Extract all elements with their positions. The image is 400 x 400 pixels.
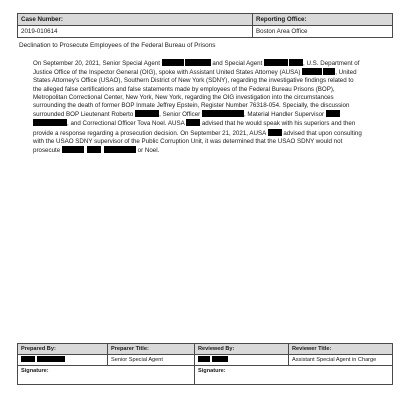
reviewed-by-label: Reviewed By: <box>195 344 289 354</box>
redaction-box <box>268 129 282 136</box>
redaction-box <box>62 146 84 153</box>
reviewer-title-value: Assistant Special Agent in Charge <box>292 357 377 363</box>
redaction-box <box>326 110 340 117</box>
body-text-4: , United States Attorney's Office (USAO), Southern District of New York (SDNY), regarding the investigative findings related to the alleged false certifications and false statements made by employees of the Federal Bureau Prisons (BOP), Metropolitan Correctional Center, New York, New York, regarding the OIG investigation into the circumstances surrounding the death of former BOP Inmate Jeffrey Epstein, Register Number 76318-054. Specially, the discussion surrounded BOP Lieutenant Roberto <box>33 69 357 119</box>
redaction-box <box>186 119 200 126</box>
case-header-table <box>17 13 393 38</box>
body-text-5: , Senior Officer <box>159 111 201 119</box>
redaction-box <box>212 356 228 362</box>
redaction-box <box>323 68 335 75</box>
case-number-label: Case Number: <box>18 14 253 25</box>
signature-label-right: Signature: <box>198 368 226 374</box>
memo-body-paragraph <box>33 59 363 155</box>
redaction-box <box>21 356 35 362</box>
document-subject: Declination to Prosecute Employees of the Federal Bureau of Prisons <box>19 42 216 49</box>
redaction-box <box>104 146 136 153</box>
reviewer-title-label: Reviewer Title: <box>292 346 332 352</box>
signature-header-row <box>18 344 392 355</box>
redaction-box <box>87 146 101 153</box>
body-text-1: On September 20, 2021, Senior Special Agent <box>33 60 160 67</box>
body-text-3: , U.S. Department of Justice Office of the Inspector General (OIG), spoke with Assistant United States Attorney (AUSA) <box>33 60 360 77</box>
reviewed-by-value <box>195 355 289 365</box>
redaction-box <box>135 110 159 117</box>
redaction-box <box>264 59 288 66</box>
body-text-7: , and Correctional Officer Tova Noel. AUSA <box>67 120 185 128</box>
redaction-box <box>185 59 211 66</box>
prepared-by-label: Prepared By: <box>18 344 108 354</box>
reporting-office-value: Boston Area Office <box>256 28 308 35</box>
signature-label-left: Signature: <box>18 366 195 384</box>
reporting-office-label: Reporting Office: <box>256 16 307 23</box>
prepared-by-value <box>18 355 108 365</box>
signature-table <box>17 343 393 385</box>
redaction-box <box>162 59 184 66</box>
body-text-6: , Material Handler Supervisor <box>243 111 325 119</box>
redaction-box <box>202 110 244 117</box>
preparer-title-value: Senior Special Agent <box>108 355 195 365</box>
case-header-label-row <box>18 14 392 26</box>
signature-row <box>18 366 392 384</box>
body-text-10: or Noel. <box>137 147 160 155</box>
preparer-title-label: Preparer Title: <box>108 344 195 354</box>
redaction-box <box>302 68 322 75</box>
redaction-box <box>33 119 67 126</box>
redaction-box <box>37 356 65 362</box>
body-text-9: advised that upon consulting with the USAO SDNY supervisor of the Public Corruption Unit, it was determined that the USAO SDNY would not prosecute <box>33 129 362 155</box>
signature-value-row <box>18 355 392 366</box>
body-text-2: and Special Agent <box>212 60 263 67</box>
redaction-box <box>289 59 303 66</box>
body-text-8: advised that he would speak with his superiors and then provide a response regarding a prosecution decision. On September 21, 2021, AUSA <box>33 120 356 137</box>
redaction-box <box>198 356 210 362</box>
case-number-value: 2019-010614 <box>18 26 253 37</box>
case-header-value-row <box>18 26 392 37</box>
